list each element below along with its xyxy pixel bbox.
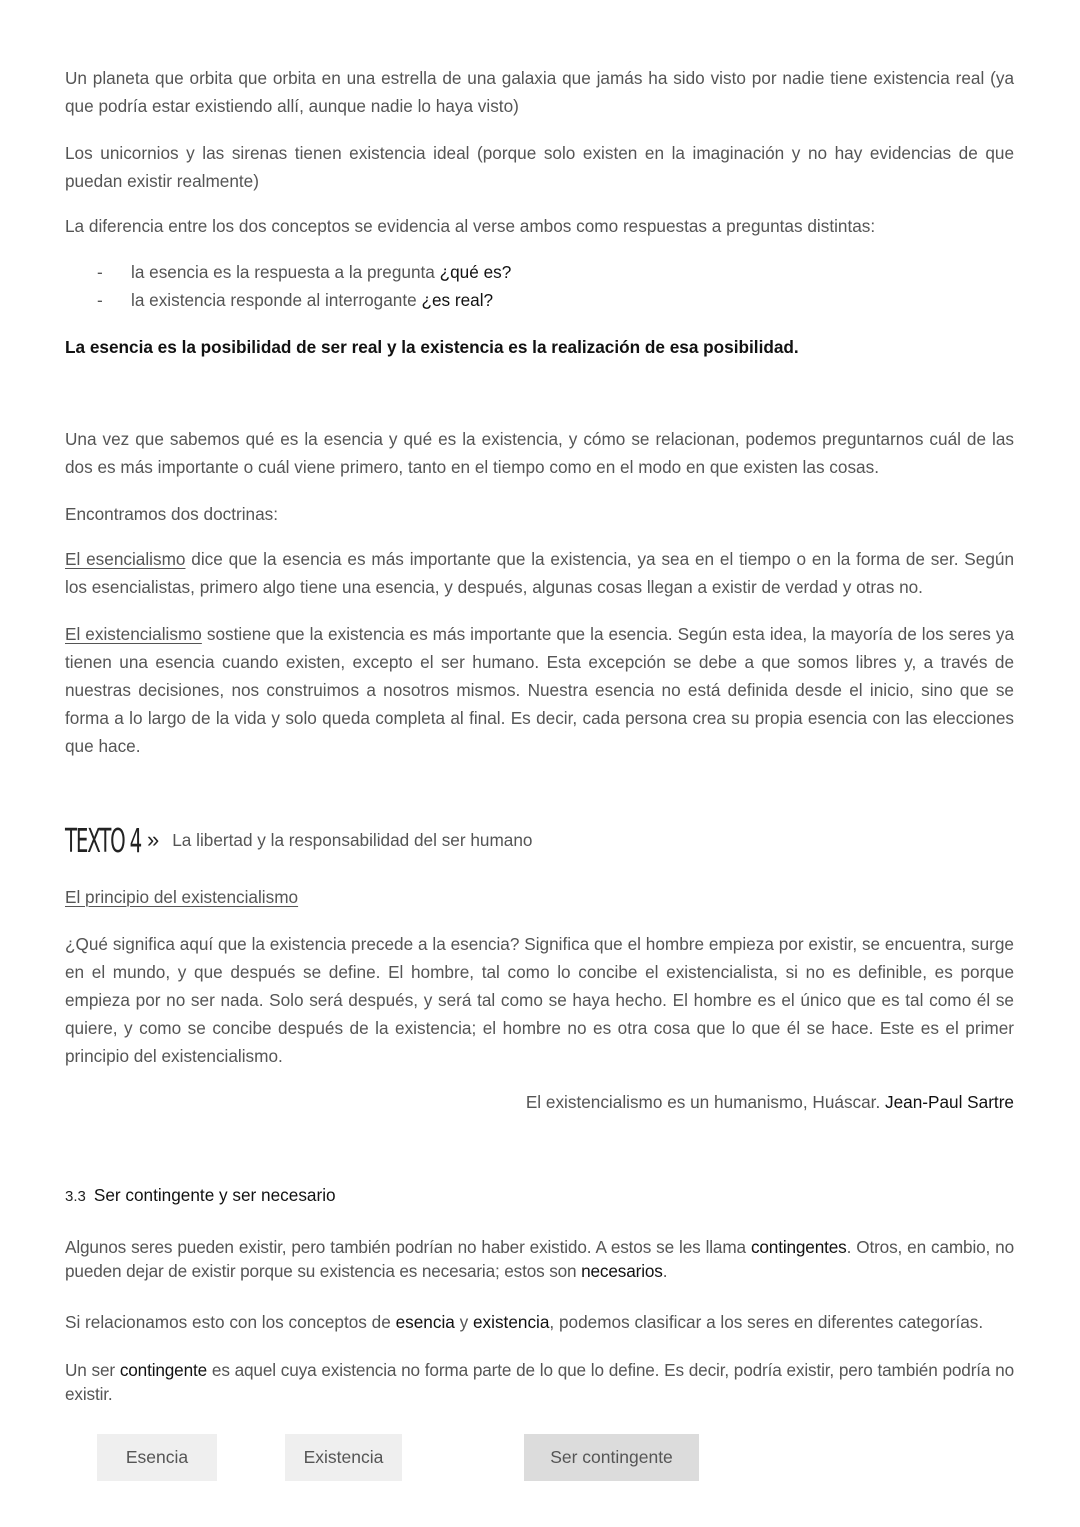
principle-title: El principio del existencialismo — [65, 887, 299, 907]
term-contingentes: contingentes — [750, 1237, 847, 1257]
list-dash: - — [97, 290, 103, 310]
list-question: ¿qué es? — [439, 262, 512, 282]
texto4-heading — [65, 818, 532, 862]
paragraph-diferencia: La diferencia entre los dos conceptos se evidencia al verse ambos como respuestas a preguntas distintas: — [65, 216, 876, 236]
citation-source: El existencialismo es un humanismo, Huáscar. — [525, 1092, 886, 1112]
sartre-quote: ¿Qué significa aquí que la existencia precede a la esencia? Significa que el hombre empieza por existir, se encuentra, surge en el mundo, y que después se define. El hombre, tal como lo concibe el existencialista, si no es definible, es porque empieza por no ser nada. Solo será después, y será tal como se haya hecho. El hombre es el único que es tal como él se quiere, y como se concibe después de la existencia; el hombre no es otra cosa que lo que él se hace. Este es el primer principio del existencialismo. — [65, 934, 1014, 1066]
list-question: ¿es real? — [421, 290, 494, 310]
conclusion-statement: La esencia es la posibilidad de ser real y la existencia es la realización de esa posibilidad. — [65, 337, 799, 357]
tab-ser-contingente[interactable]: Ser contingente — [524, 1434, 699, 1481]
paragraph-clasificar — [65, 1308, 1014, 1336]
chevron-right-icon: » — [147, 827, 157, 852]
term-contingente: contingente — [119, 1360, 208, 1380]
tab-existencia[interactable]: Existencia — [285, 1434, 402, 1481]
list-item — [97, 258, 511, 286]
text-run: Algunos seres pueden existir, pero también podrían no haber existido. A estos se les llama — [65, 1237, 751, 1257]
paragraph-intro-doctrinas: Una vez que sabemos qué es la esencia y qué es la existencia, y cómo se relacionan, podemos preguntarnos cuál de las dos es más importante o cuál viene primero, tanto en el tiempo como en el modo en que existen las cosas. — [65, 429, 1014, 477]
term-existencia: existencia — [472, 1312, 550, 1332]
section-number: 3.3 — [65, 1188, 86, 1205]
term-esencialismo: El esencialismo — [65, 549, 186, 569]
list-dash: - — [97, 262, 103, 282]
text-run: Si relacionamos esto con los conceptos de — [65, 1312, 396, 1332]
term-necesarios: necesarios — [581, 1261, 663, 1281]
existencialismo-text: sostiene que la existencia es más importante que la esencia. Según esta idea, la mayoría de los seres ya tienen una esencia cuando existen, excepto el ser humano. Esta excepción se debe a que somos libres y, a través de nuestras decisiones, nos construimos a nosotros mismos. Nuestra esencia no está definida desde el inicio, sino que se forma a lo largo de la vida y solo queda completa al final. Es decir, cada persona crea su propia esencia con las elecciones que hace. — [65, 624, 1015, 756]
paragraph-encontramos: Encontramos dos doctrinas: — [65, 504, 279, 524]
paragraph-ser-contingente — [65, 1358, 1014, 1406]
citation-author: Jean-Paul Sartre — [885, 1092, 1014, 1112]
paragraph-existencialismo — [65, 620, 1014, 760]
quote-citation — [65, 1088, 1014, 1116]
text-run: , podemos clasificar a los seres en diferentes categorías. — [549, 1312, 984, 1332]
tab-esencia[interactable]: Esencia — [97, 1434, 217, 1481]
list-item — [97, 286, 493, 314]
text-run: . Otros, en cambio, no pueden dejar de existir porque su existencia es necesaria; estos son — [65, 1237, 1014, 1281]
paragraph-planeta: Un planeta que orbita que orbita en una estrella de una galaxia que jamás ha sido visto por nadie tiene existencia real (ya que podría estar existiendo allí, aunque nadie lo haya visto) — [65, 68, 1014, 116]
section-heading — [65, 1181, 336, 1211]
list-text: la existencia responde al interrogante — [131, 290, 422, 310]
list-text: la esencia es la respuesta a la pregunta — [131, 262, 440, 282]
paragraph-unicornios: Los unicornios y las sirenas tienen existencia ideal (porque solo existen en la imaginación y no hay evidencias de que puedan existir realmente) — [65, 143, 1014, 191]
text-run: Un ser — [65, 1360, 120, 1380]
text-run: . — [662, 1261, 668, 1281]
term-esencia: esencia — [395, 1312, 455, 1332]
esencialismo-text: dice que la esencia es más importante que la existencia, ya sea en el tiempo o en la forma de ser. Según los esencialistas, primero algo tiene una esencia, y después, algunas cosas llegan a existir de verdad y otras no. — [65, 549, 1015, 597]
paragraph-esencialismo — [65, 545, 1014, 601]
text-run: y — [454, 1312, 473, 1332]
texto4-subtitle: La libertad y la responsabilidad del ser humano — [172, 829, 533, 850]
section-title: Ser contingente y ser necesario — [93, 1185, 336, 1205]
text-run: es aquel cuya existencia no forma parte de lo que lo define. Es decir, podría existir, pero también podría no existir. — [65, 1360, 1014, 1404]
term-existencialismo: El existencialismo — [65, 624, 202, 644]
paragraph-contingentes — [65, 1235, 1014, 1283]
texto4-label: TEXTO 4 — [65, 820, 141, 860]
